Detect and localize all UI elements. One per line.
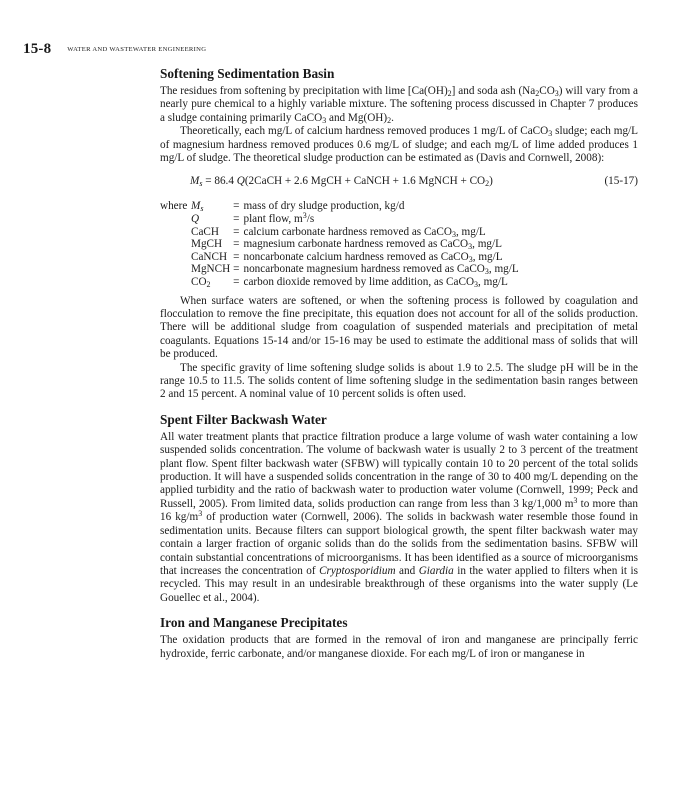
section-title-softening: Softening Sedimentation Basin [160, 66, 335, 81]
running-title: WATER AND WASTEWATER ENGINEERING [67, 46, 207, 53]
section-title-iron-manganese: Iron and Manganese Precipitates [160, 615, 348, 631]
variable-definitions [160, 200, 519, 288]
backwash-paragraph-1: All water treatment plants that practice filtration produce a large volume of wash water containing a low suspended solids concentration. The volume of backwash water is usually 2 to 3 percent of the treatment plant flow. Spent filter backwash water (SFBW) will typically contain 10 to 20 percent of the total solids production. It will have a suspended solids concentration in the range of 30 to 400 mg/L depending on the applied turbidity and the ratio of backwash water to production water volume (Cornwell, 1999; Peck and Russell, 2005). From limited data, solids production can range from less than 3 kg/1,000 $m^3$ to more than 16 $kg/m^3$ of production water (Cornwell, 2006). The solids in backwash water resemble those found in sedimentation units. Because filters can support biological growth, the spent filter backwash water may contain a larger fraction of organic solids than do the solids from the sedimentation basins. SFBW will contain substantial concentrations of microorganisms. It has been identified as a source of microorganisms that increases the concentration of Cryptosporidium and Giardia in the water applied to filters when it is recycled. This may result in an undesirable breakthrough of these organisms into the water supply (Le Gouellec et al., 2004). [160, 430, 639, 604]
where-label: where [160, 200, 188, 213]
softening-paragraph-1: The residues from softening by precipitation with lime $[Ca(OH)_2]$ and soda ash $(Na_2CO_3)$ will vary from a nearly pure chemical to a highly variable mixture. The softening process discussed in Chapter 7 produces a sludge containing primarily CaCO$_3$ and $Mg(OH)_2$. [160, 85, 638, 125]
equation-15-17 [160, 175, 638, 191]
definition-row: CaCH = calcium carbonate hardness removed as CaCO$_3$, mg/L [191, 225, 486, 239]
page-content [160, 66, 638, 661]
equation-body: $M_s = 86.4$ Q(2CaCH + 2.6 MgCH + CaNCH + 1.6 MgNCH + $CO_2$) [190, 175, 493, 189]
softening-paragraph-3: When surface waters are softened, or when the softening process is followed by coagulation and flocculation to remove the fine precipitate, this equation does not account for all of the solids production. There will be additional sludge from coagulation of suspended materials and precipitation of metal coagulants. Equations 15-14 and/or 15-16 may be used to estimate the additional mass of solids that will be produced. [160, 294, 638, 361]
definition-row: Q = plant flow, $m^3/s$ [191, 211, 315, 226]
softening-paragraph-2: Theoretically, each mg/L of calcium hardness removed produces 1 mg/L of CaCO$_3$ sludge; each mg/L of magnesium hardness removed produces 0.6 mg/L of sludge; and each mg/L of lime added produces 1 mg/L of sludge. The theoretical sludge production can be estimated as (Davis and Cornwell, 2008): [160, 125, 638, 165]
definition-row: MgNCH = noncarbonate magnesium hardness removed as CaCO$_3$, mg/L [191, 263, 519, 277]
definition-row: where $M_s$ = mass of dry sludge production, kg/d [160, 200, 405, 214]
page-header [23, 40, 206, 58]
page-number: 15-8 [23, 41, 52, 57]
definition-row: $CO_2$ = carbon dioxide removed by lime addition, as CaCO$_3$, mg/L [191, 276, 508, 289]
definition-row: MgCH = magnesium carbonate hardness removed as CaCO$_3$, mg/L [191, 238, 502, 252]
softening-paragraph-4: The specific gravity of lime softening sludge solids is about 1.9 to 2.5. The sludge pH will be in the range 10.5 to 11.5. The solids content of lime softening sludge in the sedimentation basin ranges between 2 and 15 percent. A nominal value of 10 percent solids is often used. [160, 361, 638, 401]
iron-paragraph-1: The oxidation products that are formed in the removal of iron and manganese are principally ferric hydroxide, ferric carbonate, and/or manganese dioxide. For each mg/L of iron or manganese in [160, 634, 638, 660]
definition-row: CaNCH = noncarbonate calcium hardness removed as CaCO$_3$, mg/L [191, 250, 503, 264]
equation-number: (15-17) [604, 175, 638, 188]
section-title-backwash: Spent Filter Backwash Water [160, 411, 327, 427]
